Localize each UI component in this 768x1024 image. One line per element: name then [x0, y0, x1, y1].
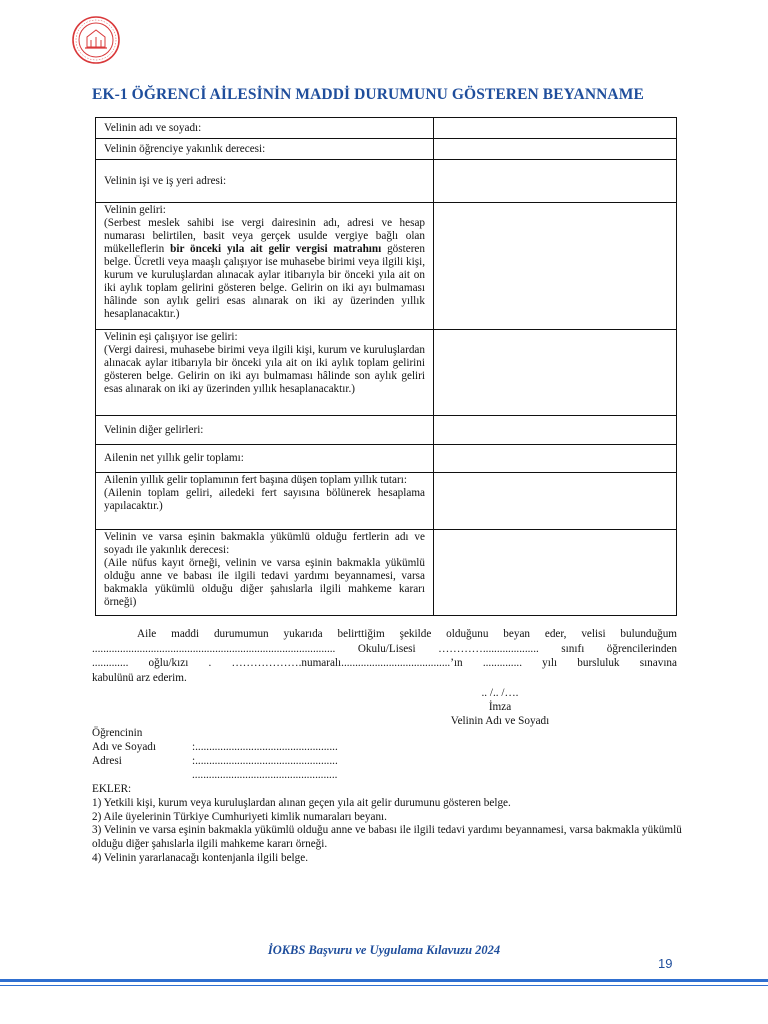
footer-divider: [0, 979, 768, 982]
page-title: EK-1 ÖĞRENCİ AİLESİNİN MADDİ DURUMUNU GÖSTEREN BEYANNAME: [92, 86, 644, 103]
table-row: [96, 203, 677, 330]
parent-income-title: Velinin geliri:: [104, 204, 166, 216]
attachments-heading: EKLER:: [92, 783, 132, 795]
job-address-field[interactable]: [434, 160, 677, 203]
student-name-field[interactable]: :...................................................: [192, 741, 338, 753]
spouse-income-label: [96, 330, 434, 416]
ministry-seal-icon: [71, 15, 121, 65]
per-capita-note: (Ailenin toplam geliri, ailedeki fert sayısına bölünerek hesaplama yapılacaktır.): [104, 487, 425, 512]
list-item: 3) Velinin ve varsa eşinin bakmakla yükümlü olduğu anne ve babası ile ilgili tedavi yardımı beyannamesi, varsa bakmakla yükümlü olduğu diğer şahıslarla ilgili mahkeme kararı örneği.: [92, 824, 682, 851]
parent-income-note: [104, 217, 425, 321]
table-row: [96, 118, 677, 139]
student-address-field[interactable]: :...................................................: [192, 755, 338, 767]
signature-name-label: Velinin Adı ve Soyadı: [450, 715, 550, 727]
parent-income-note-bold: bir önceki yıla ait gelir vergisi matrahını: [170, 243, 382, 255]
dependents-field[interactable]: [434, 530, 677, 616]
declaration-line: kabulünü arz ederim.: [92, 671, 187, 684]
dependents-label: [96, 530, 434, 616]
parent-income-note-part2: gösteren belge. Ücretli veya maaşlı çalışıyor ise muhasebe birimi veya ilgili kişi, kurum ve kuruluşlardan alınacak aylar itibarıyla bir önceki yıla ait on iki aylık toplam gelirini gösteren belge. Gelirin on iki ayı bulmaması hâlinde son aylık geliri esas alınarak on iki ay üzerinden yıllık hesaplanacaktır.): [104, 243, 425, 320]
student-address-row-2: [92, 768, 338, 782]
list-item: 1) Yetkili kişi, kurum veya kuruluşlardan alınan geçen yıla ait gelir durumunu gösteren belge.: [92, 796, 511, 809]
dependents-title: Velinin ve varsa eşinin bakmakla yükümlü olduğu fertlerin adı ve soyadı ile yakınlık derecesi:: [104, 531, 425, 556]
declaration-line: Aile maddi durumumun yukarıda belirttiğim şekilde olduğunu beyan eder, velisi bulunduğum: [137, 628, 677, 640]
spouse-income-field[interactable]: [434, 330, 677, 416]
per-capita-field[interactable]: [434, 473, 677, 530]
per-capita-label: [96, 473, 434, 530]
table-row: [96, 330, 677, 416]
parent-income-note-part1: (Serbest meslek sahibi ise vergi dairesinin adı, adresi ve hesap numarası belirtilen, basit veya gerçek usulde vergiye bağlı olan mükelleflerin: [104, 217, 425, 255]
other-income-label: Velinin diğer gelirleri:: [96, 416, 434, 445]
table-row: [96, 445, 677, 473]
page-number: 19: [658, 956, 673, 971]
dependents-note: (Aile nüfus kayıt örneği, velinin ve varsa eşinin bakmakla yükümlü olduğu anne ve babası ile ilgili tedavi yardımı beyannamesi, varsa bakmakla yükümlü olduğu diğer şahıslarla ilgili mahkeme kararı örneği): [104, 557, 425, 608]
table-row: [96, 160, 677, 203]
net-income-field[interactable]: [434, 445, 677, 473]
footer-divider-thin: [0, 985, 768, 986]
relationship-label: Velinin öğrenciye yakınlık derecesi:: [96, 139, 434, 160]
relationship-field[interactable]: [434, 139, 677, 160]
declaration-table: [95, 117, 677, 616]
parent-name-label: Velinin adı ve soyadı:: [96, 118, 434, 139]
per-capita-title: Ailenin yıllık gelir toplamının fert başına düşen toplam yıllık tutarı:: [104, 474, 407, 486]
student-info: [92, 726, 338, 782]
signature-label: İmza: [488, 701, 512, 713]
other-income-field[interactable]: [434, 416, 677, 445]
declaration-line: ............. oğlu/kızı . ……………….numaralı.......................................’ın .............. yılı bursluluk sınavına: [92, 657, 677, 669]
student-heading: Öğrencinin: [92, 727, 143, 739]
parent-income-label: [96, 203, 434, 330]
student-address-row: [92, 754, 338, 768]
net-income-label: Ailenin net yıllık gelir toplamı:: [96, 445, 434, 473]
declaration-paragraph: [92, 627, 677, 685]
student-name-row: [92, 740, 338, 754]
parent-income-field[interactable]: [434, 203, 677, 330]
declaration-line: ....................................................................................... Okulu/Lisesi ………….................... sınıfı öğrencilerinden: [92, 642, 677, 655]
table-row: [96, 530, 677, 616]
signature-block: [400, 686, 600, 728]
student-address-field-2[interactable]: ....................................................: [192, 769, 338, 781]
footer-title: İOKBS Başvuru ve Uygulama Kılavuzu 2024: [267, 943, 501, 957]
table-row: [96, 416, 677, 445]
table-row: [96, 473, 677, 530]
student-name-label: Adı ve Soyadı: [92, 741, 157, 753]
job-address-label: Velinin işi ve iş yeri adresi:: [96, 160, 434, 203]
spouse-income-title: Velinin eşi çalışıyor ise geliri:: [104, 331, 238, 343]
student-address-label: Adresi: [92, 755, 122, 767]
spouse-income-note: (Vergi dairesi, muhasebe birimi veya ilgili kişi, kurum ve kuruluşlardan alınacak aylar itibarıyla bir önceki yıla ait on iki aylık toplam gelirini gösteren belge. Gelirin on iki ayı bulmaması hâlinde son aylık geliri esas alınarak on iki ay üzerinden yıllık hesaplanacaktır.): [104, 344, 425, 395]
signature-date: .. /.. /….: [481, 687, 519, 699]
list-item: 2) Aile üyelerinin Türkiye Cumhuriyeti kimlik numaraları beyanı.: [92, 810, 387, 823]
attachments-list: [92, 783, 692, 866]
list-item: 4) Velinin yararlanacağı kontenjanla ilgili belge.: [92, 851, 309, 864]
parent-name-field[interactable]: [434, 118, 677, 139]
table-row: [96, 139, 677, 160]
